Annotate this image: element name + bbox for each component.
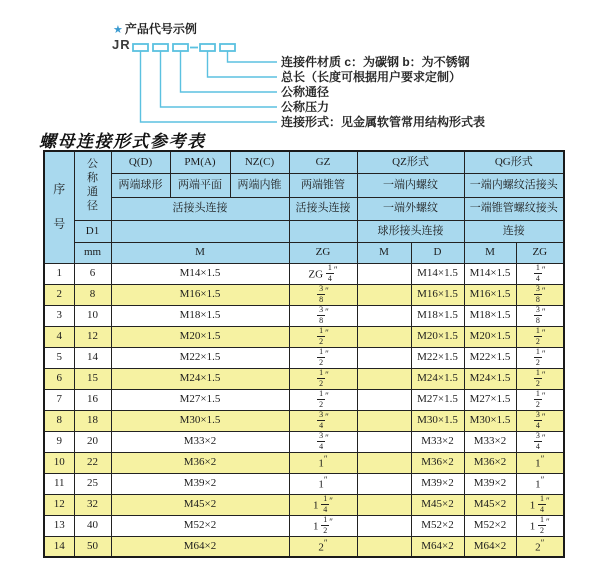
cell-dn: 14 xyxy=(74,347,111,368)
table-row xyxy=(44,452,564,473)
connection-type-gz: 活接头连接 xyxy=(289,197,357,220)
cell-seq: 6 xyxy=(44,368,74,389)
cell-m: M33×2 xyxy=(111,431,289,452)
code-prefix: JR xyxy=(112,37,131,52)
cell-seq: 12 xyxy=(44,494,74,515)
cell-qg-m: M18×1.5 xyxy=(464,305,516,326)
table-row xyxy=(44,305,564,326)
label-form: 连接形式：见金属软管常用结构形式表 xyxy=(281,115,486,129)
label-diameter: 公称通径 xyxy=(281,85,330,99)
d1-blank-gz xyxy=(289,220,357,242)
cell-gz-zg: $\frac{1}{2}$ ″ xyxy=(289,389,357,410)
cell-qz-d: M36×2 xyxy=(411,452,464,473)
code-box-1 xyxy=(133,44,148,51)
cell-m: M30×1.5 xyxy=(111,410,289,431)
col-header-nzc: NZ(C) xyxy=(230,151,289,173)
cell-qg-m: M24×1.5 xyxy=(464,368,516,389)
cell-qg-m: M16×1.5 xyxy=(464,284,516,305)
cell-dn: 40 xyxy=(74,515,111,536)
subheader-qg: 一端内螺纹活接头 xyxy=(464,173,564,197)
cell-qz-m xyxy=(357,431,411,452)
cell-qz-m xyxy=(357,515,411,536)
table-row xyxy=(44,284,564,305)
cell-m: M39×2 xyxy=(111,473,289,494)
cell-seq: 3 xyxy=(44,305,74,326)
cell-seq: 7 xyxy=(44,389,74,410)
table-row xyxy=(44,473,564,494)
table-row xyxy=(44,347,564,368)
cell-qg-zg: 1 $\frac{1}{2}$ ″ xyxy=(516,515,564,536)
cell-qz-d: M16×1.5 xyxy=(411,284,464,305)
cell-m: M52×2 xyxy=(111,515,289,536)
star-icon: ★ xyxy=(113,24,123,36)
cell-qg-zg: $\frac{1}{2}$ ″ xyxy=(516,326,564,347)
cell-dn: 32 xyxy=(74,494,111,515)
thread-header-m: M xyxy=(111,242,289,263)
reference-table xyxy=(43,150,565,558)
cell-qz-m xyxy=(357,347,411,368)
cell-dn: 8 xyxy=(74,284,111,305)
cell-qg-zg: $\frac{3}{8}$ ″ xyxy=(516,284,564,305)
cell-seq: 10 xyxy=(44,452,74,473)
col-header-qz: QZ形式 xyxy=(357,151,464,173)
cell-qz-m xyxy=(357,368,411,389)
table-row xyxy=(44,368,564,389)
thread-header-zg: ZG xyxy=(289,242,357,263)
code-box-3 xyxy=(173,44,188,51)
cell-m: M64×2 xyxy=(111,536,289,557)
col-header-pma: PM(A) xyxy=(170,151,230,173)
cell-qg-zg: 1″ xyxy=(516,452,564,473)
cell-qg-m: M14×1.5 xyxy=(464,263,516,284)
cell-qg-m: M33×2 xyxy=(464,431,516,452)
cell-qz-d: M22×1.5 xyxy=(411,347,464,368)
cell-qz-d: M39×2 xyxy=(411,473,464,494)
thread-header-qz-d: D xyxy=(411,242,464,263)
callout-line-pressure xyxy=(161,51,278,107)
cell-gz-zg: 1″ xyxy=(289,473,357,494)
diagram-heading-text: 产品代号示例 xyxy=(124,22,197,36)
cell-qz-d: M52×2 xyxy=(411,515,464,536)
cell-qz-d: M33×2 xyxy=(411,431,464,452)
cell-qg-zg: 1 $\frac{1}{4}$ ″ xyxy=(516,494,564,515)
cell-dn: 16 xyxy=(74,389,111,410)
cell-qz-d: M64×2 xyxy=(411,536,464,557)
cell-dn: 50 xyxy=(74,536,111,557)
cell-dn: 10 xyxy=(74,305,111,326)
cell-dn: 20 xyxy=(74,431,111,452)
cell-qg-zg: $\frac{1}{2}$ ″ xyxy=(516,347,564,368)
table-title: 螺母连接形式参考表 xyxy=(39,132,206,151)
cell-qz-m xyxy=(357,410,411,431)
subheader-qz: 一端内螺纹 xyxy=(357,173,464,197)
cell-gz-zg: 1″ xyxy=(289,452,357,473)
cell-qz-d: M27×1.5 xyxy=(411,389,464,410)
subheader-pma: 两端平面 xyxy=(170,173,230,197)
cell-gz-zg: ZG $\frac{1}{4}$ ″ xyxy=(289,263,357,284)
cell-qz-m xyxy=(357,326,411,347)
connection-note-qz: 球形接头连接 xyxy=(357,220,464,242)
cell-seq: 4 xyxy=(44,326,74,347)
cell-qg-m: M20×1.5 xyxy=(464,326,516,347)
cell-qg-zg: $\frac{3}{8}$ ″ xyxy=(516,305,564,326)
cell-qz-d: M30×1.5 xyxy=(411,410,464,431)
connection-type-qpn: 活接头连接 xyxy=(111,197,289,220)
cell-qg-zg: $\frac{1}{2}$ ″ xyxy=(516,389,564,410)
cell-qz-m xyxy=(357,389,411,410)
cell-gz-zg: $\frac{3}{8}$ ″ xyxy=(289,305,357,326)
cell-m: M18×1.5 xyxy=(111,305,289,326)
connection-type-qz: 一端外螺纹 xyxy=(357,197,464,220)
cell-qz-d: M24×1.5 xyxy=(411,368,464,389)
subheader-nzc: 两端内锥 xyxy=(230,173,289,197)
cell-qg-m: M39×2 xyxy=(464,473,516,494)
cell-seq: 9 xyxy=(44,431,74,452)
cell-gz-zg: 2″ xyxy=(289,536,357,557)
cell-qg-m: M22×1.5 xyxy=(464,347,516,368)
cell-m: M27×1.5 xyxy=(111,389,289,410)
cell-m: M20×1.5 xyxy=(111,326,289,347)
cell-dn: 18 xyxy=(74,410,111,431)
cell-qg-m: M45×2 xyxy=(464,494,516,515)
label-pressure: 公称压力 xyxy=(281,100,330,114)
cell-m: M16×1.5 xyxy=(111,284,289,305)
thread-header-qg-m: M xyxy=(464,242,516,263)
cell-dn: 25 xyxy=(74,473,111,494)
cell-gz-zg: $\frac{1}{2}$ ″ xyxy=(289,326,357,347)
cell-qg-zg: $\frac{1}{4}$ ″ xyxy=(516,263,564,284)
cell-m: M24×1.5 xyxy=(111,368,289,389)
cell-seq: 11 xyxy=(44,473,74,494)
cell-m: M45×2 xyxy=(111,494,289,515)
label-length: 总长（长度可根据用户要求定制） xyxy=(281,70,462,84)
col-header-seq: 序号 xyxy=(44,151,74,263)
cell-seq: 13 xyxy=(44,515,74,536)
cell-qz-d: M20×1.5 xyxy=(411,326,464,347)
cell-gz-zg: $\frac{3}{4}$ ″ xyxy=(289,410,357,431)
cell-seq: 1 xyxy=(44,263,74,284)
cell-qz-m xyxy=(357,494,411,515)
cell-gz-zg: $\frac{1}{2}$ ″ xyxy=(289,368,357,389)
cell-seq: 2 xyxy=(44,284,74,305)
cell-seq: 14 xyxy=(44,536,74,557)
code-box-5 xyxy=(220,44,235,51)
cell-dn: 15 xyxy=(74,368,111,389)
cell-qg-m: M52×2 xyxy=(464,515,516,536)
callout-line-material xyxy=(228,51,278,62)
cell-qz-m xyxy=(357,305,411,326)
cell-qz-m xyxy=(357,536,411,557)
cell-gz-zg: 1 $\frac{1}{4}$ ″ xyxy=(289,494,357,515)
unit-header: mm xyxy=(74,242,111,263)
cell-qg-m: M30×1.5 xyxy=(464,410,516,431)
cell-dn: 22 xyxy=(74,452,111,473)
product-code-diagram xyxy=(0,0,600,145)
cell-qg-zg: 1″ xyxy=(516,473,564,494)
cell-gz-zg: $\frac{3}{8}$ ″ xyxy=(289,284,357,305)
table-row xyxy=(44,494,564,515)
table-row xyxy=(44,431,564,452)
cell-qz-d: M14×1.5 xyxy=(411,263,464,284)
thread-header-qg-zg: ZG xyxy=(516,242,564,263)
col-header-qg: QG形式 xyxy=(464,151,564,173)
cell-m: M14×1.5 xyxy=(111,263,289,284)
table-row xyxy=(44,389,564,410)
cell-m: M22×1.5 xyxy=(111,347,289,368)
cell-dn: 6 xyxy=(74,263,111,284)
cell-qg-zg: $\frac{1}{2}$ ″ xyxy=(516,368,564,389)
connection-note-qg: 连接 xyxy=(464,220,564,242)
cell-gz-zg: $\frac{1}{2}$ ″ xyxy=(289,347,357,368)
thread-header-qz-m: M xyxy=(357,242,411,263)
cell-qz-d: M18×1.5 xyxy=(411,305,464,326)
cell-qg-zg: $\frac{3}{4}$ ″ xyxy=(516,410,564,431)
cell-qz-m xyxy=(357,263,411,284)
cell-seq: 5 xyxy=(44,347,74,368)
cell-qg-zg: $\frac{3}{4}$ ″ xyxy=(516,431,564,452)
subheader-gz: 两端锥管 xyxy=(289,173,357,197)
col-header-gz: GZ xyxy=(289,151,357,173)
subheader-qd: 两端球形 xyxy=(111,173,170,197)
cell-gz-zg: 1 $\frac{1}{2}$ ″ xyxy=(289,515,357,536)
label-material: 连接件材质 c：为碳钢 b：为不锈钢 xyxy=(281,55,470,69)
table-row xyxy=(44,515,564,536)
col-header-dn: 公称通径 xyxy=(74,151,111,220)
cell-qz-d: M45×2 xyxy=(411,494,464,515)
code-box-4 xyxy=(200,44,215,51)
col-header-qd: Q(D) xyxy=(111,151,170,173)
cell-qg-m: M27×1.5 xyxy=(464,389,516,410)
cell-dn: 12 xyxy=(74,326,111,347)
d1-blank-qpn xyxy=(111,220,289,242)
diagram-heading xyxy=(113,20,197,37)
table-row xyxy=(44,536,564,557)
table-body xyxy=(44,263,564,557)
cell-qz-m xyxy=(357,452,411,473)
table-row xyxy=(44,410,564,431)
cell-qg-m: M64×2 xyxy=(464,536,516,557)
callout-line-length xyxy=(208,51,278,77)
cell-qg-m: M36×2 xyxy=(464,452,516,473)
cell-m: M36×2 xyxy=(111,452,289,473)
cell-qz-m xyxy=(357,473,411,494)
connection-type-qg: 一端锥管螺纹接头 xyxy=(464,197,564,220)
cell-qz-m xyxy=(357,284,411,305)
cell-qg-zg: 2″ xyxy=(516,536,564,557)
code-box-2 xyxy=(153,44,168,51)
table-row xyxy=(44,326,564,347)
callout-line-diameter xyxy=(181,51,278,92)
d1-header: D1 xyxy=(74,220,111,242)
cell-gz-zg: $\frac{3}{4}$ ″ xyxy=(289,431,357,452)
cell-seq: 8 xyxy=(44,410,74,431)
table-row xyxy=(44,263,564,284)
